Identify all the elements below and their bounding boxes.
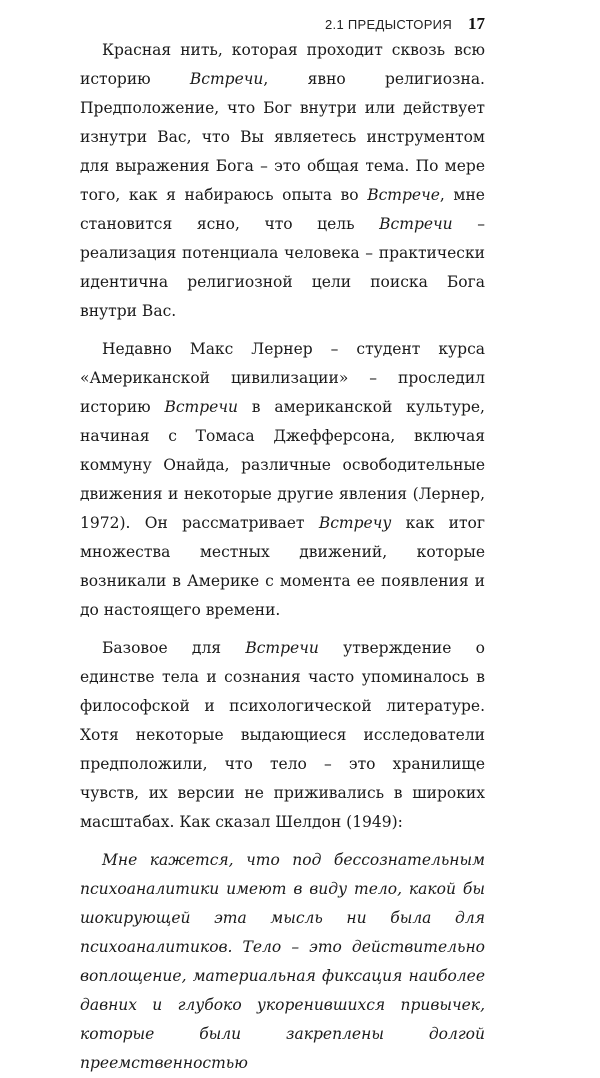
text-run: – реализация потенциала человека – практически идентична религиозной цели поиска Бога внутри Вас. bbox=[80, 215, 485, 320]
emphasis-term: Встречи bbox=[164, 398, 238, 416]
text-run: как итог множества местных движений, которые возникали в Америке с момента ее появления и до настоящего времени. bbox=[80, 514, 485, 619]
block-quote: Мне кажется, что под бессознательным психоаналитики имеют в виду тело, какой бы шокирующей эта мысль ни была для психоаналитиков. Тело – это действительно воплощение, материальная фиксация наиболее давних и глубоко укоренившихся привычек, которые были закреплены долгой преемственностью bbox=[80, 851, 485, 1072]
body-text bbox=[80, 36, 485, 1078]
text-run: Недавно Макс Лернер – студент курса «Американской цивилизации» – проследил историю bbox=[80, 340, 485, 416]
section-title: 2.1 ПРЕДЫСТОРИЯ bbox=[325, 17, 453, 32]
paragraph bbox=[80, 335, 485, 625]
paragraph bbox=[80, 634, 485, 837]
emphasis-term: Встрече bbox=[367, 186, 440, 204]
text-run: , мне становится ясно, что цель bbox=[80, 186, 485, 233]
text-run: утверждение о единстве тела и сознания часто упоминалось в философской и психологической литературе. Хотя некоторые выдающиеся исследователи предположили, что тело – это хранилище чувств, их версии не приживались в широких масштабах. Как сказал Шелдон (1949): bbox=[80, 639, 485, 831]
page-number: 17 bbox=[468, 14, 485, 33]
emphasis-term: Встречи bbox=[379, 215, 453, 233]
text-run: Базовое для bbox=[102, 639, 246, 657]
emphasis-term: Встречу bbox=[318, 514, 392, 532]
text-run: в американской культуре, начиная с Томаса Джефферсона, включая коммуну Онайда, различные освободительные движения и некоторые другие явления (Лернер, 1972). Он рассматривает bbox=[80, 398, 485, 532]
emphasis-term: Встречи bbox=[189, 70, 264, 88]
running-header bbox=[325, 14, 485, 36]
text-run: , явно религиозна. Предположение, что Бог внутри или действует изнутри Вас, что Вы являетесь инструментом для выражения Бога – это общая тема. По мере того, как я набираюсь опыта во bbox=[80, 70, 485, 204]
text-run: Красная нить, которая проходит сквозь всю историю bbox=[80, 41, 485, 88]
emphasis-term: Встречи bbox=[245, 639, 319, 657]
paragraph bbox=[80, 36, 485, 326]
